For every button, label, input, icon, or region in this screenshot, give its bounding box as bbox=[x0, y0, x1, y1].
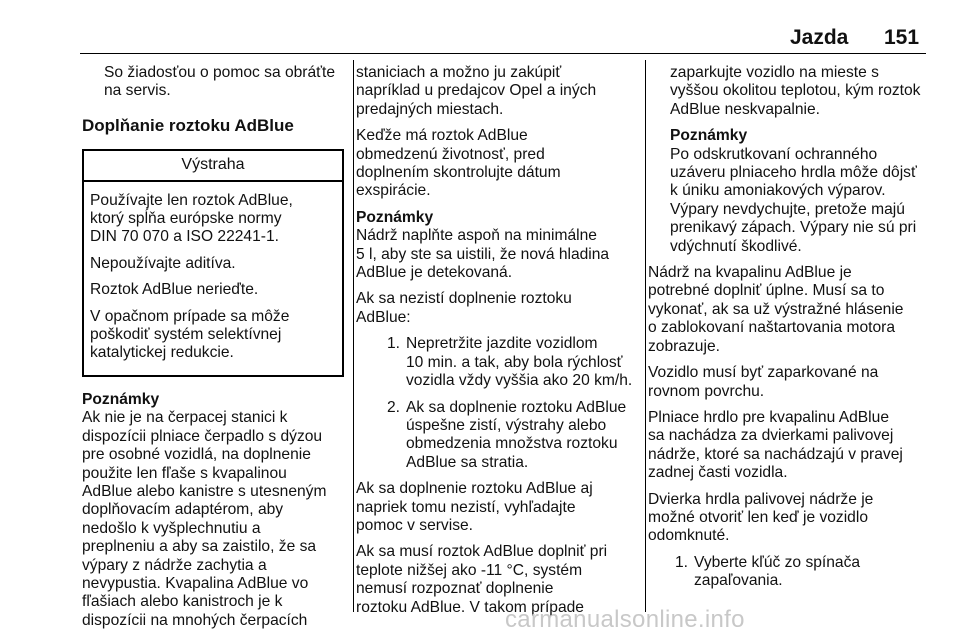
page-number: 151 bbox=[884, 26, 920, 49]
section-title: Jazda bbox=[790, 26, 849, 49]
note-text: Po odskrutkovaní ochranného uzáveru plniaceho hrdla môže dôjsť k úniku amoniakových výparov. Výpary nevdychujte, pretože majú prenikavý zápach. Výpary nie sú pri vdýchnutí škodlivé. bbox=[670, 145, 917, 255]
list-item bbox=[372, 399, 634, 473]
list-text: Vyberte kľúč zo spínača zapaľovania. bbox=[694, 553, 861, 590]
note-text: Ak nie je na čerpacej stanici k dispozícii plniace čerpadlo s dýzou pre osobné vozidlá, na doplnenie použite len fľaše s kvapalinou AdBlue alebo kanistre s utesneným doplňovacím adaptérom, aby nedošlo k vyšplechnutiu a preplneniu a aby sa zaistilo, že sa výpary z nádrže zachytia a nevypustia. Kvapalina AdBlue vo fľašiach alebo kanistroch je k dispozícii na mnohých čerpacích bbox=[82, 409, 327, 629]
column-divider bbox=[353, 60, 354, 612]
note-title: Poznámky bbox=[670, 127, 748, 145]
paragraph: staniciach a možno ju zakúpiť napríklad u predajcov Opel a iných predajných miestach. bbox=[356, 64, 597, 118]
note-block bbox=[356, 209, 634, 283]
paragraph: Ak sa doplnenie roztoku AdBlue aj napriek tomu nezistí, vyhľadajte pomoc v servise. bbox=[356, 480, 593, 534]
list-number: 1. bbox=[386, 335, 400, 353]
note-block bbox=[648, 127, 930, 256]
column-2 bbox=[356, 64, 634, 625]
warning-body bbox=[84, 182, 342, 375]
paragraph: zaparkujte vozidlo na mieste s vyššou okolitou teplotou, kým roztok AdBlue neskvapalnie. bbox=[670, 64, 921, 118]
list-item bbox=[372, 335, 634, 390]
paragraph: Keďže má roztok AdBlue obmedzenú životnosť, pred doplnením skontrolujte dátum exspirácie. bbox=[356, 127, 561, 200]
header-rule bbox=[80, 53, 926, 54]
list-number: 2. bbox=[386, 398, 400, 416]
warning-text: Roztok AdBlue nerieďte. bbox=[90, 281, 259, 299]
note-title: Poznámky bbox=[82, 390, 160, 408]
paragraph: Ak sa nezistí doplnenie roztoku AdBlue: bbox=[356, 290, 572, 326]
column-divider bbox=[645, 60, 646, 612]
paragraph: Nádrž na kvapalinu AdBlue je potrebné doplniť úplne. Musí sa to vykonať, ak sa už výstražné hlásenie o zablokovaní naštartovania motora zobrazuje. bbox=[648, 264, 904, 355]
warning-text: Používajte len roztok AdBlue, ktorý spĺňa európske normy DIN 70 070 a ISO 22241-1. bbox=[90, 191, 293, 246]
warning-box bbox=[82, 149, 344, 377]
paragraph: Plniace hrdlo pre kvapalinu AdBlue sa nachádza za dvierkami palivovej nádrže, ktoré sa nachádzajú v pravej zadnej časti vozidla. bbox=[648, 408, 903, 482]
warning-title: Výstraha bbox=[84, 151, 342, 181]
warning-text: V opačnom prípade sa môže poškodiť systém selektívnej katalytickej redukcie. bbox=[90, 307, 290, 362]
list-text: Nepretržite jazdite vozidlom 10 min. a tak, aby bola rýchlosť vozidla vždy vyššia ako 20 km/h. bbox=[406, 335, 633, 390]
paragraph: Vozidlo musí byť zaparkované na rovnom povrchu. bbox=[648, 364, 879, 400]
note-block bbox=[82, 391, 344, 630]
intro-text: So žiadosťou o pomoc sa obráťte na servis. bbox=[104, 64, 336, 100]
paragraph: Dvierka hrdla palivovej nádrže je možné otvoriť len keď je vozidlo odomknuté. bbox=[648, 490, 874, 545]
list-item bbox=[660, 554, 930, 591]
section-heading: Doplňanie roztoku AdBlue bbox=[82, 115, 294, 135]
list-number: 1. bbox=[674, 553, 688, 571]
column-1 bbox=[82, 64, 344, 638]
warning-text: Nepoužívajte aditíva. bbox=[90, 254, 236, 272]
list-text: Ak sa doplnenie roztoku AdBlue úspešne zistí, výstrahy alebo obmedzenia množstva roztoku AdBlue sa stratia. bbox=[406, 398, 627, 471]
column-3 bbox=[648, 64, 930, 599]
numbered-list bbox=[356, 335, 634, 472]
watermark: carmanualsonline.info bbox=[505, 606, 745, 633]
numbered-list bbox=[648, 554, 930, 591]
note-text: Nádrž naplňte aspoň na minimálne 5 l, aby ste sa uistili, že nová hladina AdBlue je detekovaná. bbox=[356, 227, 610, 282]
note-title: Poznámky bbox=[356, 208, 434, 226]
paragraph: Ak sa musí roztok AdBlue doplniť pri teplote nižšej ako -11 °C, systém nemusí rozpoznať doplnenie roztoku AdBlue. V takom prípade bbox=[356, 543, 608, 616]
